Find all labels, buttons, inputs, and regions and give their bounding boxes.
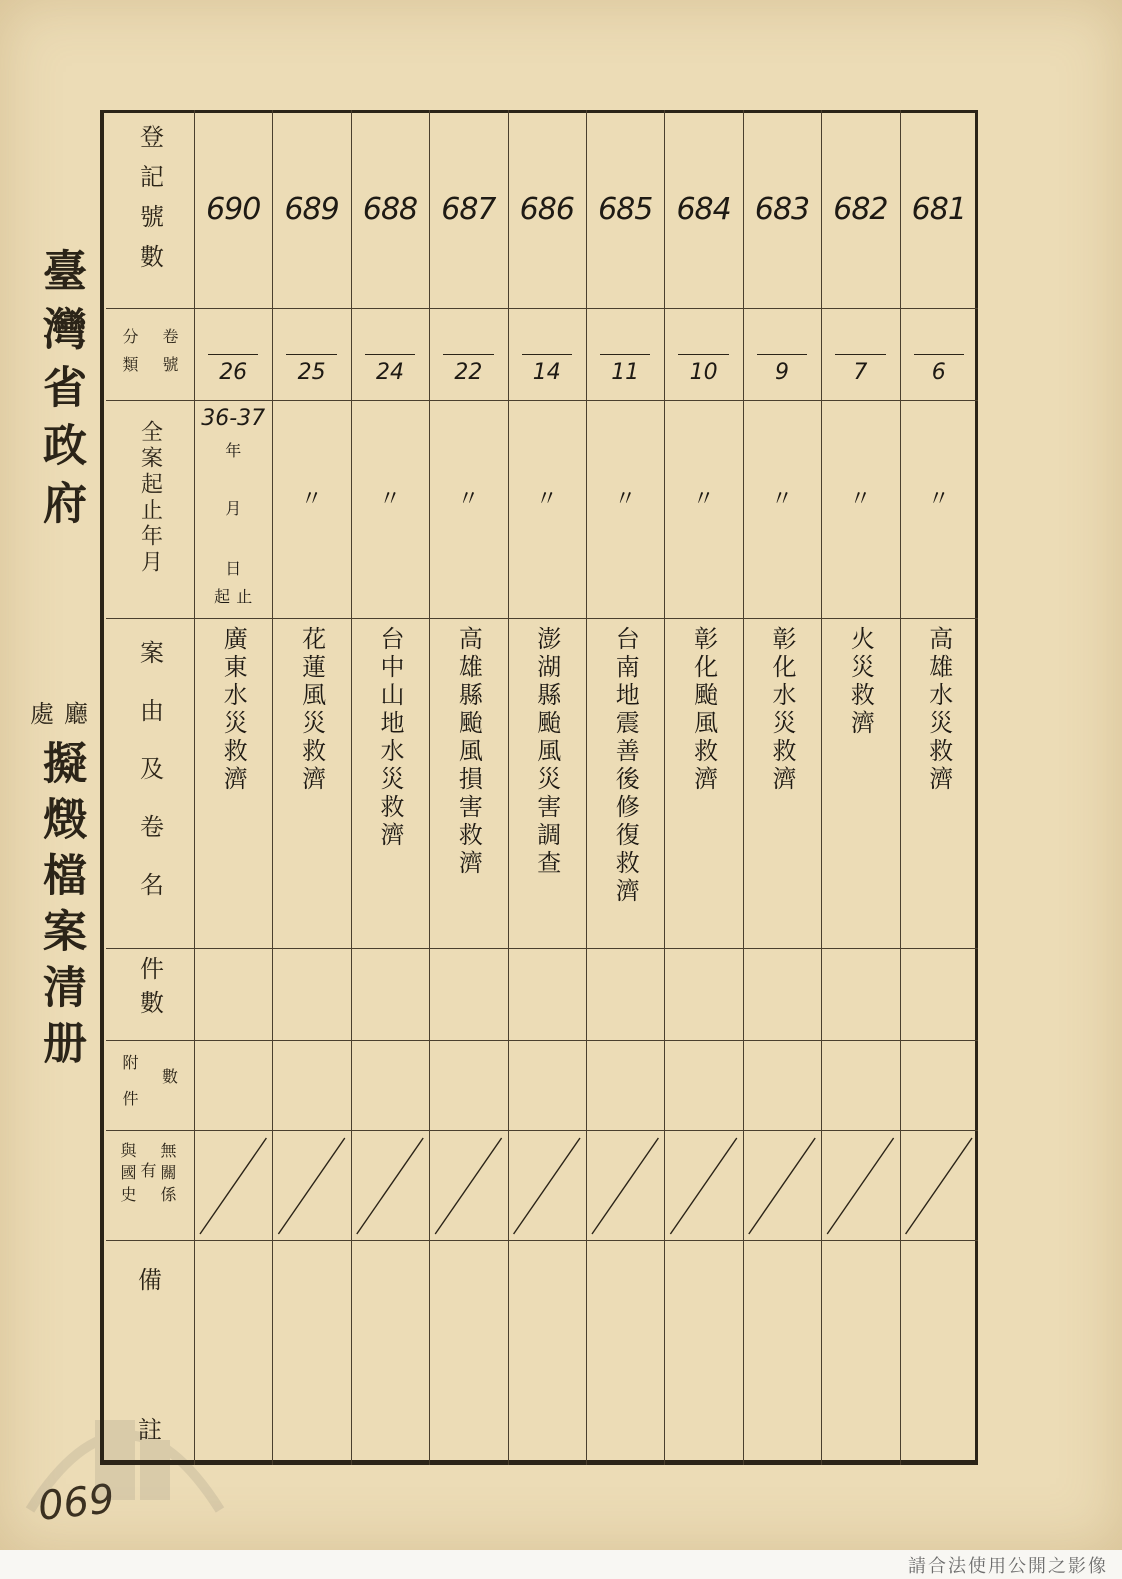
history-slash (200, 1138, 266, 1234)
volume-divider (286, 354, 336, 355)
period-from-label: 起 (214, 587, 231, 606)
registration-number: 688 (362, 192, 418, 227)
registration-number: 690 (206, 192, 261, 227)
volume-number: 9 (774, 360, 789, 385)
header-period: 全案起止年月 (137, 420, 163, 576)
period-ditto: 〃 (770, 487, 793, 512)
registration-number: 681 (911, 192, 966, 227)
period-ditto: 〃 (692, 487, 715, 512)
header-history-c: 與國史 (118, 1142, 137, 1208)
header-class: 分類 (120, 328, 139, 384)
period-ditto: 〃 (849, 487, 872, 512)
case-subject: 高雄水災救濟 (924, 626, 953, 794)
volume-divider (443, 354, 493, 355)
header-remarks: 備 (138, 1266, 162, 1294)
history-slash (827, 1138, 893, 1234)
volume-number: 11 (611, 360, 640, 385)
case-subject: 花蓮風災救濟 (297, 626, 326, 794)
case-subject: 彰化颱風救濟 (689, 626, 718, 794)
volume-number: 6 (931, 360, 946, 385)
period-ditto: 〃 (300, 487, 323, 512)
history-slash (670, 1138, 736, 1234)
registration-number: 687 (441, 192, 496, 227)
volume-divider (678, 354, 728, 355)
period-years: 36-37 (201, 406, 266, 431)
volume-divider (208, 354, 258, 355)
volume-divider (914, 354, 964, 355)
period-ditto: 〃 (378, 487, 401, 512)
volume-number: 25 (297, 360, 326, 385)
history-slash (906, 1138, 972, 1234)
volume-divider (365, 354, 415, 355)
case-subject: 台中山地水災救濟 (375, 626, 404, 850)
period-to-label: 止 (236, 587, 253, 606)
history-slash (749, 1138, 815, 1234)
page-number: 069 (35, 1476, 117, 1530)
period-year-label: 年 (225, 441, 242, 460)
footer-notice: 請合法使用公開之影像 (908, 1556, 1108, 1577)
case-subject: 彰化水災救濟 (767, 626, 796, 794)
dept-label-ting: 廳 (64, 700, 88, 728)
period-ditto: 〃 (927, 487, 950, 512)
period-day-label: 日 (225, 559, 242, 578)
case-subject: 火災救濟 (846, 626, 875, 738)
register-title: 擬燬檔案清册 (35, 740, 86, 1076)
volume-number: 7 (853, 360, 868, 385)
period-ditto: 〃 (614, 487, 637, 512)
registration-number: 685 (598, 192, 653, 227)
case-subject: 台南地震善後修復救濟 (611, 626, 640, 906)
volume-number: 24 (375, 360, 404, 385)
registration-number: 689 (284, 192, 339, 227)
registration-number: 683 (754, 192, 810, 227)
registration-number: 684 (676, 192, 731, 227)
header-attachments: 附件 (120, 1054, 139, 1126)
header-vol: 卷號 (160, 328, 179, 384)
volume-number: 14 (532, 360, 561, 385)
header-history-a: 無關係 (158, 1142, 177, 1208)
department-labels (30, 694, 100, 744)
case-subject: 高雄縣颱風損害救濟 (454, 626, 483, 878)
header-subject: 案由及卷名 (135, 640, 164, 930)
history-slashes (106, 1130, 978, 1240)
header-history-b: 有 (138, 1162, 157, 1184)
period-month-label: 月 (225, 499, 242, 518)
header-count: 件數 (135, 956, 164, 1024)
case-subject: 澎湖縣颱風災害調查 (532, 626, 561, 878)
header-attachments-count: 數 (162, 1067, 179, 1086)
register-table-grid (106, 110, 978, 1465)
history-slash (278, 1138, 344, 1234)
period-ditto: 〃 (457, 487, 480, 512)
header-remarks-b: 註 (138, 1416, 162, 1444)
government-title: 臺灣省政府 (35, 248, 86, 538)
volume-number: 10 (689, 360, 718, 385)
history-slash (435, 1138, 501, 1234)
period-from-to (194, 584, 272, 607)
dept-label-chu: 處 (30, 700, 54, 728)
registration-number: 682 (833, 192, 888, 227)
registration-number: 686 (519, 192, 574, 227)
volume-divider (600, 354, 650, 355)
volume-number: 22 (454, 360, 483, 385)
history-slash (514, 1138, 580, 1234)
header-reg-no: 登記號數 (135, 124, 164, 284)
volume-divider (522, 354, 572, 355)
volume-number: 26 (219, 360, 248, 385)
volume-divider (757, 354, 807, 355)
period-ditto: 〃 (535, 487, 558, 512)
volume-divider (835, 354, 885, 355)
history-slash (357, 1138, 423, 1234)
history-slash (592, 1138, 658, 1234)
case-subject: 廣東水災救濟 (219, 626, 248, 794)
